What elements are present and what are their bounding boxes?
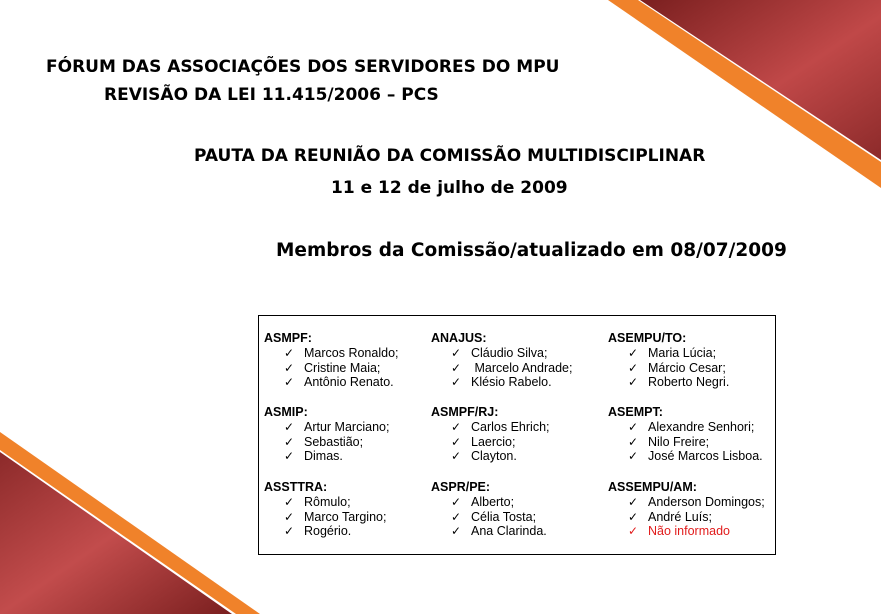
group-anajus xyxy=(431,331,572,390)
checkmark-icon: ✓ xyxy=(628,360,639,375)
member-item xyxy=(608,495,765,510)
checkmark-icon: ✓ xyxy=(451,360,462,375)
checkmark-icon: ✓ xyxy=(284,360,295,375)
checkmark-icon: ✓ xyxy=(628,375,639,390)
member-name: Clayton. xyxy=(471,449,517,464)
member-name: Laercio; xyxy=(471,434,516,449)
checkmark-icon: ✓ xyxy=(628,419,639,434)
checkmark-icon: ✓ xyxy=(451,509,462,524)
group-name: ASMIP: xyxy=(264,405,308,419)
checkmark-icon: ✓ xyxy=(284,419,295,434)
member-name: Não informado xyxy=(648,524,730,539)
member-item-not-informed xyxy=(608,524,765,539)
member-name: Marcelo Andrade; xyxy=(471,360,573,375)
meeting-dates: 11 e 12 de julho de 2009 xyxy=(331,178,568,198)
group-name: ASPR/PE: xyxy=(431,480,491,494)
top-right-red-band xyxy=(640,0,881,160)
checkmark-icon: ✓ xyxy=(284,434,295,449)
group-name: ANAJUS: xyxy=(431,331,487,345)
member-item xyxy=(264,420,389,435)
checkmark-icon: ✓ xyxy=(284,494,295,509)
member-name: Artur Marciano; xyxy=(304,419,390,434)
member-name: Marco Targino; xyxy=(304,509,387,524)
group-name: ASEMPU/TO: xyxy=(608,331,687,345)
member-name: Ana Clarinda. xyxy=(471,524,547,539)
member-item xyxy=(431,375,572,390)
member-item xyxy=(608,346,729,361)
member-name: Rômulo; xyxy=(304,494,351,509)
member-name: Maria Lúcia; xyxy=(648,345,717,360)
checkmark-icon: ✓ xyxy=(451,419,462,434)
member-item xyxy=(264,361,399,376)
member-item xyxy=(431,449,550,464)
group-asmpf-rj xyxy=(431,405,550,464)
member-name: José Marcos Lisboa. xyxy=(648,449,763,464)
member-item xyxy=(264,375,399,390)
committee-members-heading: Membros da Comissão/atualizado em 08/07/2009 xyxy=(276,240,787,261)
checkmark-icon: ✓ xyxy=(451,375,462,390)
group-aspr-pe xyxy=(431,480,547,539)
meeting-agenda-title: PAUTA DA REUNIÃO DA COMISSÃO MULTIDISCIPLINAR xyxy=(194,146,706,166)
checkmark-icon: ✓ xyxy=(284,524,295,539)
group-asempu-to xyxy=(608,331,729,390)
checkmark-icon: ✓ xyxy=(628,524,639,539)
member-item xyxy=(431,435,550,450)
member-name: Anderson Domingos; xyxy=(648,494,765,509)
checkmark-icon: ✓ xyxy=(628,345,639,360)
bottom-left-red-band xyxy=(0,452,232,614)
member-name: Dimas. xyxy=(304,449,343,464)
member-name: Cláudio Silva; xyxy=(471,345,548,360)
member-name: Nilo Freire; xyxy=(648,434,710,449)
member-name: Alexandre Senhori; xyxy=(648,419,755,434)
members-table xyxy=(258,315,776,555)
member-name: Carlos Ehrich; xyxy=(471,419,550,434)
member-name: Sebastião; xyxy=(304,434,364,449)
group-assttra xyxy=(264,480,386,539)
checkmark-icon: ✓ xyxy=(451,449,462,464)
group-asempt xyxy=(608,405,763,464)
member-item xyxy=(264,524,386,539)
member-name: Klésio Rabelo. xyxy=(471,375,552,390)
group-name: ASSTTRA: xyxy=(264,480,328,494)
member-item xyxy=(264,510,386,525)
member-item xyxy=(431,361,572,376)
checkmark-icon: ✓ xyxy=(451,524,462,539)
checkmark-icon: ✓ xyxy=(628,449,639,464)
member-item xyxy=(431,510,547,525)
member-item xyxy=(431,495,547,510)
member-item xyxy=(608,375,729,390)
member-name: Cristine Maia; xyxy=(304,360,381,375)
forum-title: FÓRUM DAS ASSOCIAÇÕES DOS SERVIDORES DO MPU xyxy=(46,57,560,77)
member-item xyxy=(431,346,572,361)
checkmark-icon: ✓ xyxy=(284,375,295,390)
checkmark-icon: ✓ xyxy=(451,434,462,449)
checkmark-icon: ✓ xyxy=(284,449,295,464)
group-name: ASMPF/RJ: xyxy=(431,405,499,419)
member-item xyxy=(264,449,389,464)
member-item xyxy=(608,449,763,464)
group-assempu-am xyxy=(608,480,765,539)
member-name: Célia Tosta; xyxy=(471,509,537,524)
member-item xyxy=(608,420,763,435)
member-name: Rogério. xyxy=(304,524,352,539)
member-item xyxy=(431,524,547,539)
checkmark-icon: ✓ xyxy=(628,434,639,449)
member-item xyxy=(608,510,765,525)
member-name: Márcio Cesar; xyxy=(648,360,726,375)
member-item xyxy=(264,495,386,510)
group-asmpf xyxy=(264,331,399,390)
checkmark-icon: ✓ xyxy=(284,509,295,524)
member-item xyxy=(431,420,550,435)
group-name: ASMPF: xyxy=(264,331,312,345)
group-asmip xyxy=(264,405,389,464)
member-name: Marcos Ronaldo; xyxy=(304,345,399,360)
group-name: ASEMPT: xyxy=(608,405,663,419)
member-name: Roberto Negri. xyxy=(648,375,730,390)
member-item xyxy=(608,435,763,450)
checkmark-icon: ✓ xyxy=(628,494,639,509)
checkmark-icon: ✓ xyxy=(284,345,295,360)
member-item xyxy=(264,435,389,450)
law-revision-title: REVISÃO DA LEI 11.415/2006 – PCS xyxy=(104,85,439,105)
checkmark-icon: ✓ xyxy=(451,494,462,509)
checkmark-icon: ✓ xyxy=(451,345,462,360)
checkmark-icon: ✓ xyxy=(628,509,639,524)
member-item xyxy=(264,346,399,361)
member-name: Antônio Renato. xyxy=(304,375,394,390)
group-name: ASSEMPU/AM: xyxy=(608,480,697,494)
member-name: Alberto; xyxy=(471,494,515,509)
member-item xyxy=(608,361,729,376)
member-name: André Luís; xyxy=(648,509,712,524)
